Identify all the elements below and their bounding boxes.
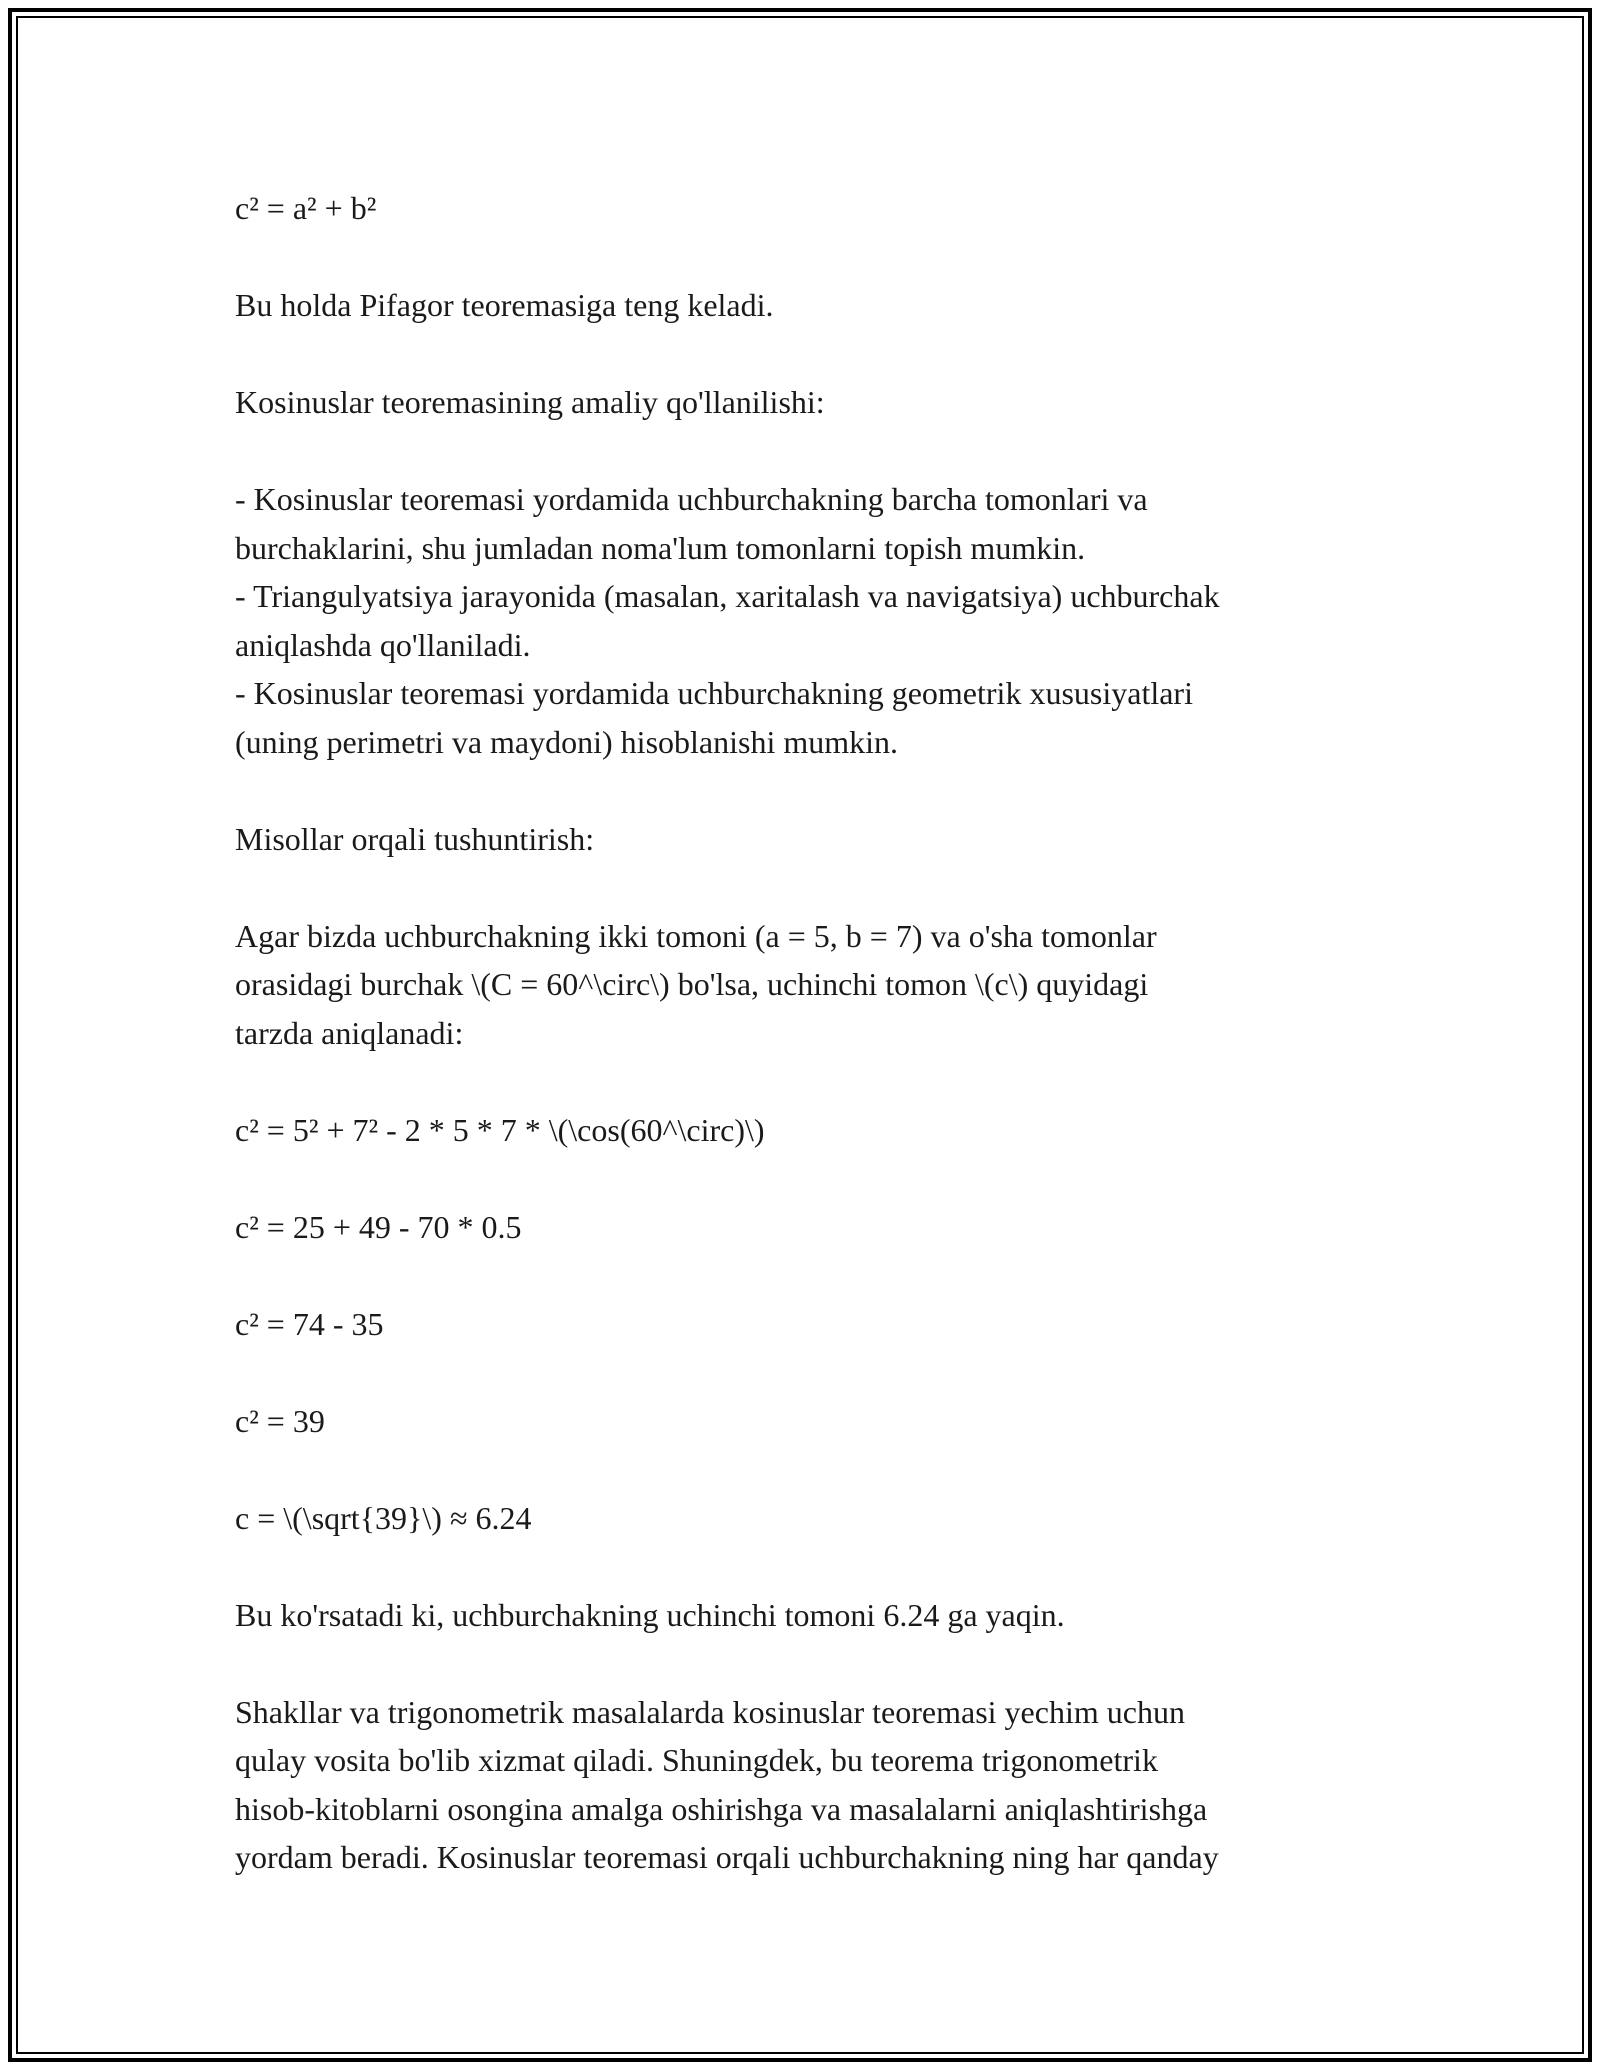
formula-result: c = \(\sqrt{39}\) ≈ 6.24	[235, 1499, 532, 1536]
closing-paragraph-line-2: qulay vosita bo'lib xizmat qiladi. Shuningdek, bu teorema trigonometrik	[235, 1742, 1158, 1778]
closing-paragraph-line-1: Shakllar va trigonometrik masalalarda kosinuslar teoremasi yechim uchun	[235, 1693, 1185, 1730]
closing-paragraph-line-3: hisob-kitoblarni osongina amalga oshirishga va masalalarni aniqlashtirishga	[235, 1790, 1208, 1827]
blank-line	[235, 1542, 1415, 1591]
list-item-2-line-1: - Triangulyatsiya jarayonida (masalan, xaritalash va navigatsiya) uchburchak	[235, 578, 1220, 614]
blank-line	[235, 233, 1415, 282]
formula-pythagoras: c² = a² + b²	[235, 190, 377, 226]
list-item-3-line-2: (uning perimetri va maydoni) hisoblanishi mumkin.	[235, 723, 899, 760]
section-heading-examples: Misollar orqali tushuntirish:	[235, 820, 595, 857]
example-paragraph-line-1: Agar bizda uchburchakning ikki tomoni (a = 5, b = 7) va o'sha tomonlar	[235, 917, 1157, 954]
formula-step-4: c² = 39	[235, 1402, 325, 1439]
paragraph-result-note: Bu ko'rsatadi ki, uchburchakning uchinchi tomoni 6.24 ga yaqin.	[235, 1596, 1065, 1633]
list-item-1-line-2: burchaklarini, shu jumladan noma'lum tomonlarni topish mumkin.	[235, 529, 1086, 566]
example-paragraph-line-3: tarzda aniqlanadi:	[235, 1014, 464, 1051]
blank-line	[235, 1445, 1415, 1494]
blank-line	[235, 427, 1415, 476]
blank-line	[235, 1154, 1415, 1203]
paragraph-pythagoras-note: Bu holda Pifagor teoremasiga teng keladi.	[235, 287, 774, 323]
document-body	[235, 184, 1415, 1882]
formula-step-2: c² = 25 + 49 - 70 * 0.5	[235, 1208, 522, 1245]
list-item-1-line-1: - Kosinuslar teoremasi yordamida uchburchakning barcha tomonlari va	[235, 481, 1148, 517]
section-heading-applications: Kosinuslar teoremasining amaliy qo'llanilishi:	[235, 384, 825, 420]
blank-line	[235, 766, 1415, 815]
formula-step-3: c² = 74 - 35	[235, 1305, 384, 1342]
list-item-3-line-1: - Kosinuslar teoremasi yordamida uchburchakning geometrik xususiyatlari	[235, 675, 1193, 711]
blank-line	[235, 1639, 1415, 1688]
blank-line	[235, 1251, 1415, 1300]
blank-line	[235, 1057, 1415, 1106]
list-item-2-line-2: aniqlashda qo'llaniladi.	[235, 626, 531, 663]
blank-line	[235, 330, 1415, 379]
blank-line	[235, 863, 1415, 912]
example-paragraph-line-2: orasidagi burchak \(C = 60^\circ\) bo'lsa, uchinchi tomon \(c\) quyidagi	[235, 966, 1149, 1002]
formula-step-1: c² = 5² + 7² - 2 * 5 * 7 * \(\cos(60^\circ)\)	[235, 1111, 765, 1148]
blank-line	[235, 1348, 1415, 1397]
closing-paragraph-line-4: yordam beradi. Kosinuslar teoremasi orqali uchburchakning ning har qanday	[235, 1839, 1219, 1875]
